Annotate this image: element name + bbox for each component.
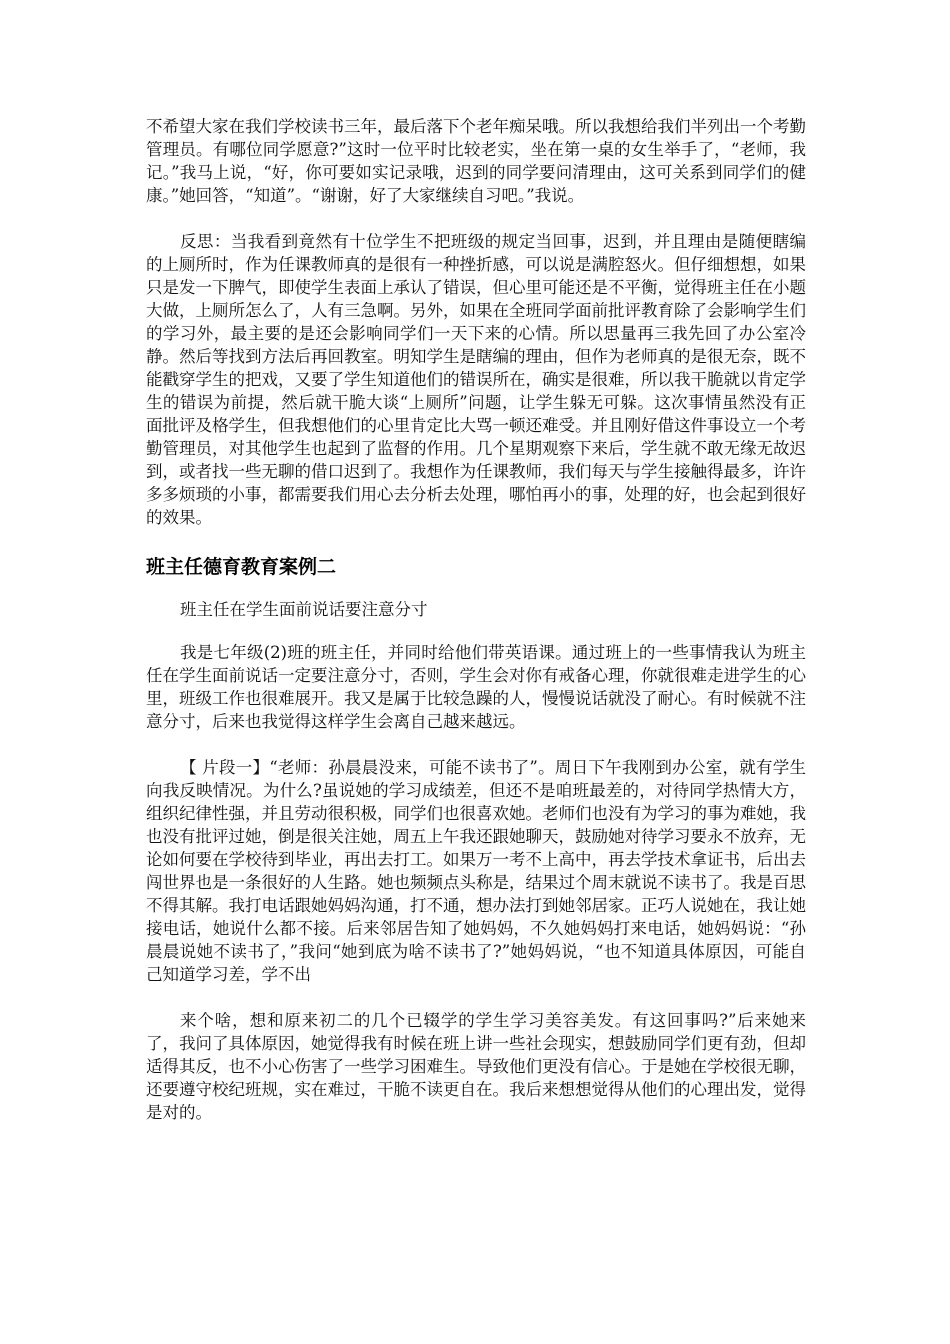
paragraph-introduction: 我是七年级(2)班的班主任，并同时给他们带英语课。通过班上的一些事情我认为班主任在学生面前说话一定要注意分寸，否则，学生会对你有戒备心理，你就很难走进学生的心里，班级工作也很难展开。我又是属于比较急躁的人，慢慢说话就没了耐心。有时候就不注意分寸，后来也我觉得这样学生会离自己越来越远。 — [146, 643, 806, 731]
paragraph-continued-dialogue: 不希望大家在我们学校读书三年，最后落下个老年痴呆哦。所以我想给我们半列出一个考勤管理员。有哪位同学愿意?”这时一位平时比较老实，坐在第一桌的女生举手了，“老师，我记。”我马上说，“好，你可要如实记录哦，迟到的同学要问清理由，这可关系到同学们的健康。”她回答，“知道”。“谢谢，好了大家继续自习吧。”我说。 — [146, 117, 806, 205]
document-body — [146, 115, 806, 1124]
section-heading: 班主任德育教育案例二 — [146, 556, 337, 578]
paragraph-fragment-one: 【 片段一】“老师：孙晨晨没来，可能不读书了”。周日下午我刚到办公室，就有学生向我反映情况。为什么?虽说她的学习成绩差，但还不是咱班最差的，对待同学热情大方，组织纪律性强，并且劳动很积极，同学们也很喜欢她。老师们也没有为学习的事为难她，我也没有批评过她，倒是很关注她，周五上午我还跟她聊天，鼓励她对待学习要永不放弃，无论如何要在学校待到毕业，再出去打工。如果万一考不上高中，再去学技术拿证书，后出去闯世界也是一条很好的人生路。她也频频点头称是，结果过个周末就说不读书了。我是百思不得其解。我打电话跟她妈妈沟通，打不通，想办法打到她邻居家。正巧人说她在，我让她接电话，她说什么都不接。后来邻居告知了她妈妈，不久她妈妈打来电话，她妈妈说：“孙晨晨说她不读书了，”我问“她到底为啥不读书了?”她妈妈说，“也不知道具体原因，可能自己知道学习差，学不出 — [146, 758, 806, 984]
paragraph-fragment-one-continued: 来个啥，想和原来初二的几个已辍学的学生学习美容美发。有这回事吗?”后来她来了，我问了具体原因，她觉得我有时候在班上讲一些社会现实，想鼓励同学们更有劲，但却适得其反，也不小心伤害了一些学习困难生。导致他们更没有信心。于是她在学校很无聊，还要遵守校纪班规，实在难过，干脆不读更自在。我后来想想觉得从他们的心理出发，觉得是对的。 — [146, 1011, 806, 1122]
section-subtitle: 班主任在学生面前说话要注意分寸 — [180, 600, 428, 619]
paragraph-reflection: 反思：当我看到竟然有十位学生不把班级的规定当回事，迟到，并且理由是随便瞎编的上厕所时，作为任课教师真的是很有一种挫折感，可以说是满腔怒火。但仔细想想，如果只是发一下脾气，即使学生表面上承认了错误，但心里可能还是不平衡，觉得班主任在小题大做，上厕所怎么了，人有三急啊。另外，如果在全班同学面前批评教育除了会影响学生们的学习外，最主要的是还会影响同学们一天下来的心情。所以思量再三我先回了办公室冷静。然后等找到方法后再回教室。明知学生是瞎编的理由，但作为老师真的是很无奈，既不能戳穿学生的把戏，又要了学生知道他们的错误所在，确实是很难，所以我干脆就以肯定学生的错误为前提，然后就干脆大谈“上厕所”问题，让学生躲无可躲。这次事情虽然没有正面批评及格学生，但我想他们的心里肯定比大骂一顿还难受。并且刚好借这件事设立一个考勤管理员，对其他学生也起到了监督的作用。几个星期观察下来后，学生就不敢无缘无故迟到，或者找一些无聊的借口迟到了。我想作为任课教师，我们每天与学生接触得最多，许许多多烦琐的小事，都需要我们用心去分析去处理，哪怕再小的事，处理的好，也会起到很好的效果。 — [146, 232, 806, 527]
